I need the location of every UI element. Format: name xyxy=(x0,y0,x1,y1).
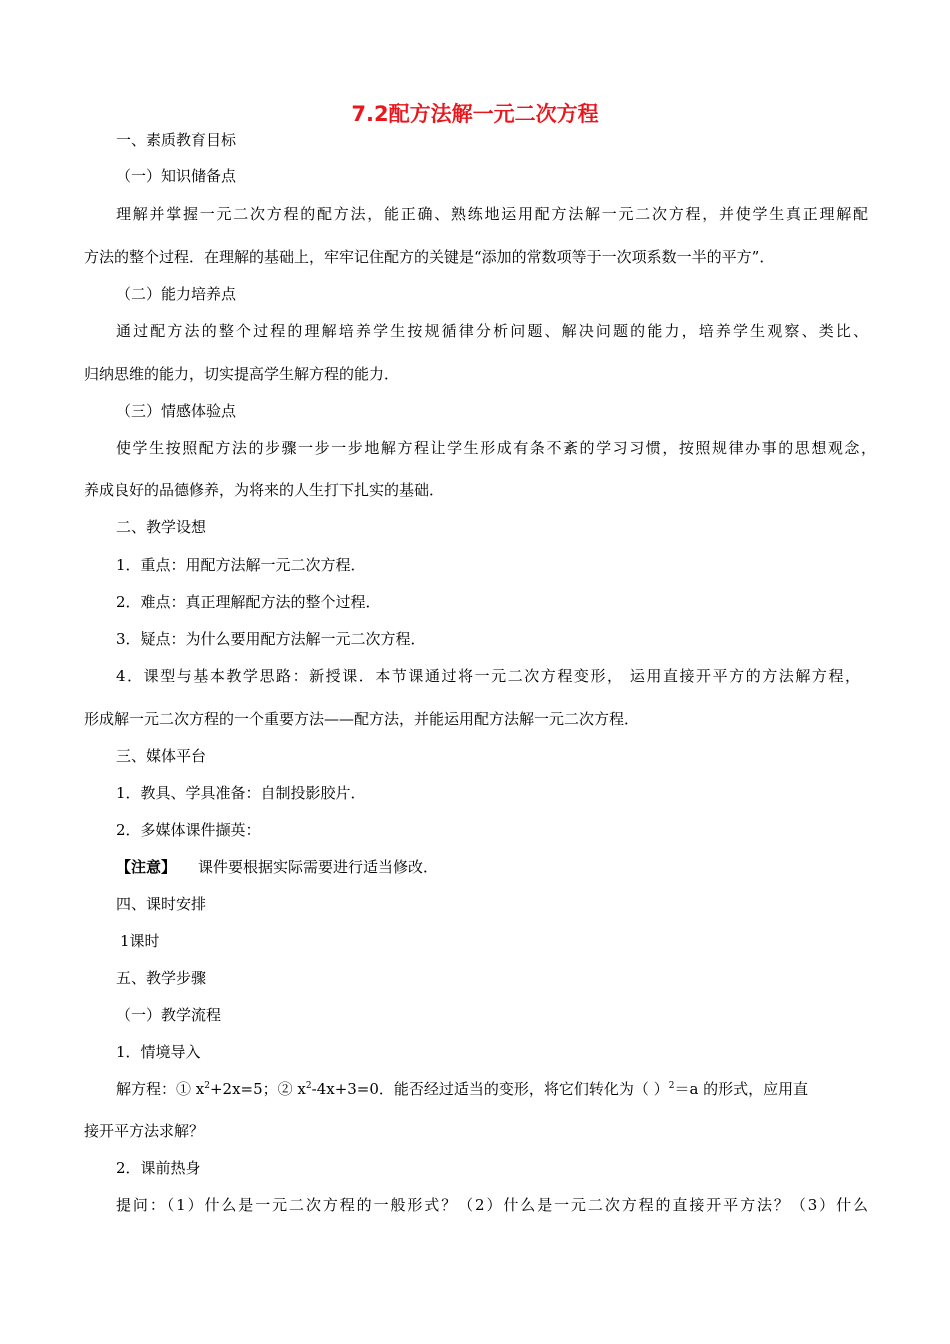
list-item: 1．重点：用配方法解一元二次方程． xyxy=(116,556,366,574)
list-item: 2．课前热身 xyxy=(116,1159,201,1177)
subsection-heading-emotion: （三）情感体验点 xyxy=(116,402,237,420)
section-heading-2: 二、教学设想 xyxy=(116,518,207,536)
superscript: 2 xyxy=(305,1081,312,1091)
equation-line xyxy=(116,1079,868,1099)
superscript: 2 xyxy=(668,1081,675,1091)
subsection-heading-ability: （二）能力培养点 xyxy=(116,285,237,303)
equation-text: +2x=5；② x xyxy=(209,1080,306,1098)
subsection-heading-flow: （一）教学流程 xyxy=(116,1006,222,1024)
equation-text: ＝a 的形式，应用直 xyxy=(674,1080,809,1098)
note-label: 【注意】 xyxy=(116,858,177,876)
list-item: 4．课型与基本教学思路：新授课．本节课通过将一元二次方程变形， 运用直接开平方的方法解方程， xyxy=(116,667,860,685)
list-item: 1课时 xyxy=(120,932,160,950)
superscript: 2 xyxy=(204,1081,210,1091)
section-heading-3: 三、媒体平台 xyxy=(116,747,207,765)
note-line xyxy=(116,857,438,877)
list-item: 1．情境导入 xyxy=(116,1043,201,1061)
paragraph-line: 接开平方法求解？ xyxy=(84,1122,205,1140)
paragraph-line: 提问：（1）什么是一元二次方程的一般形式？（2）什么是一元二次方程的直接开平方法？（3）什么 xyxy=(116,1196,868,1214)
list-item: 2．难点：真正理解配方法的整个过程． xyxy=(116,593,381,611)
equation-text: 解方程：① x xyxy=(116,1080,205,1098)
list-item: 2．多媒体课件撷英： xyxy=(116,821,261,839)
section-heading-1: 一、素质教育目标 xyxy=(116,131,237,149)
paragraph-line: 归纳思维的能力，切实提高学生解方程的能力． xyxy=(84,365,400,383)
equation-text: -4x+3=0．能否经过适当的变形，将它们转化为（ ） xyxy=(311,1080,669,1098)
paragraph-line: 方法的整个过程．在理解的基础上，牢牢记住配方的关键是“添加的常数项等于一次项系数一半的平方”． xyxy=(84,248,775,266)
paragraph-line: 形成解一元二次方程的一个重要方法——配方法，并能运用配方法解一元二次方程． xyxy=(84,710,640,728)
note-text: 课件要根据实际需要进行适当修改． xyxy=(198,858,439,876)
section-heading-5: 五、教学步骤 xyxy=(116,969,207,987)
paragraph-line: 通过配方法的整个过程的理解培养学生按规循律分析问题、解决问题的能力，培养学生观察、类比、 xyxy=(116,322,868,340)
paragraph-line: 理解并掌握一元二次方程的配方法，能正确、熟练地运用配方法解一元二次方程，并使学生真正理解配 xyxy=(116,205,868,223)
paragraph-line: 使学生按照配方法的步骤一步一步地解方程让学生形成有条不紊的学习习惯，按照规律办事的思想观念， xyxy=(116,439,876,457)
list-item: 3．疑点：为什么要用配方法解一元二次方程． xyxy=(116,630,426,648)
paragraph-line: 养成良好的品德修养，为将来的人生打下扎实的基础． xyxy=(84,481,445,499)
list-item: 1．教具、学具准备：自制投影胶片． xyxy=(116,784,366,802)
subsection-heading-knowledge: （一）知识储备点 xyxy=(116,167,237,185)
section-heading-4: 四、课时安排 xyxy=(116,895,207,913)
page-title: 7.2配方法解一元二次方程 xyxy=(351,102,599,126)
